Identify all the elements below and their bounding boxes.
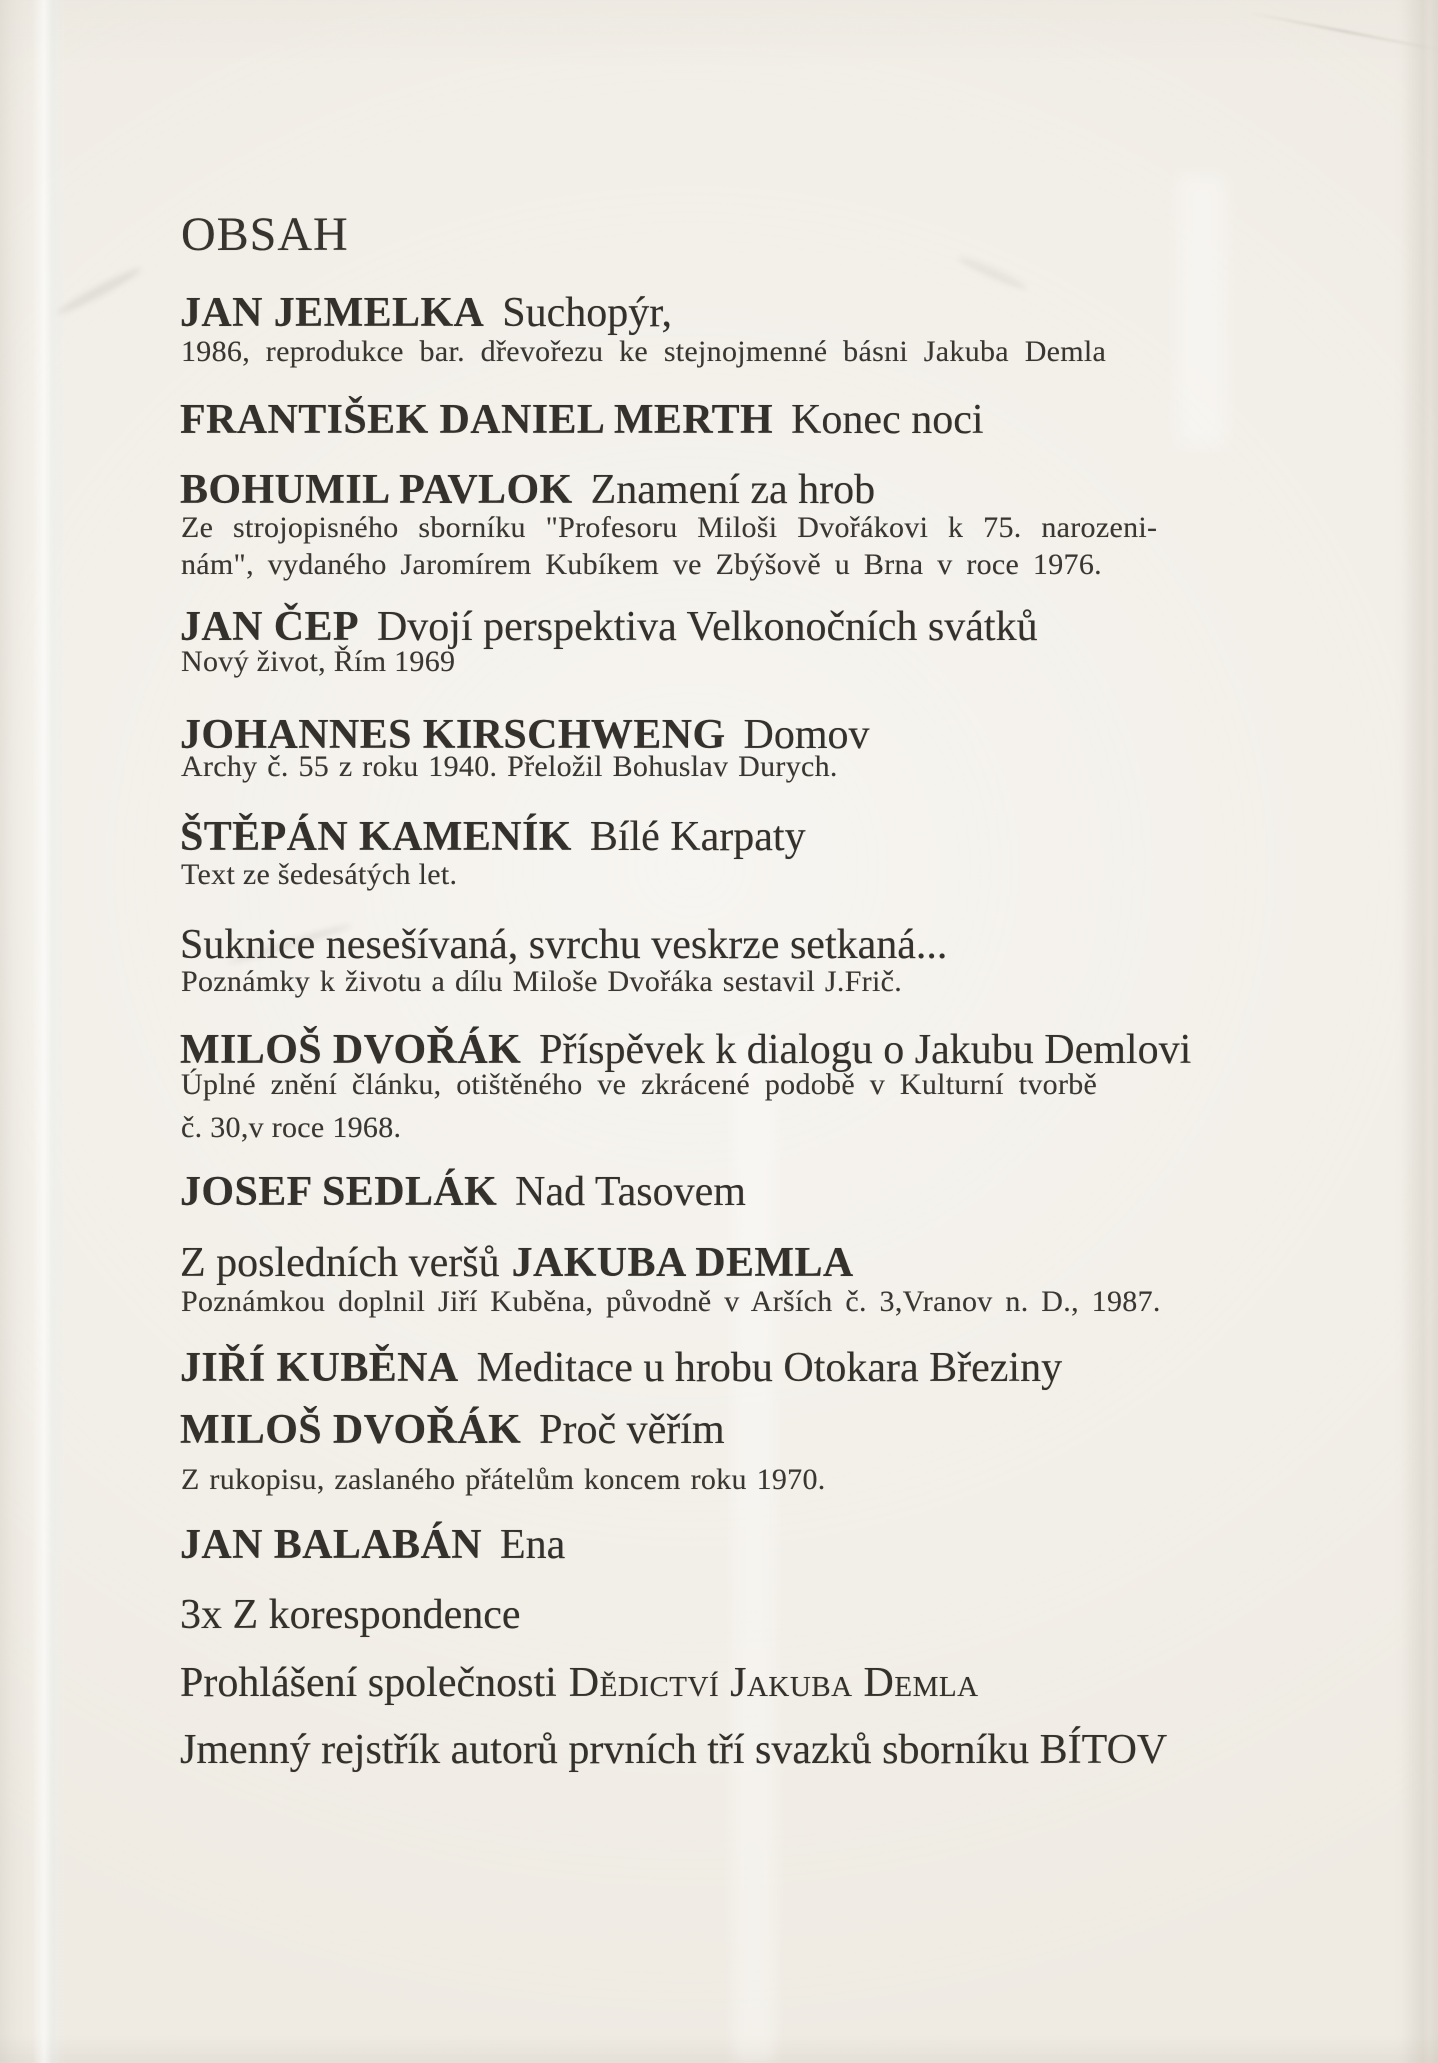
work-title: 3x Z korespondence	[180, 1592, 521, 1638]
author-name: JAN BALABÁN	[180, 1522, 482, 1568]
author-name: MILOŠ DVOŘÁK	[180, 1027, 522, 1073]
work-title: Ena	[499, 1522, 566, 1568]
author-name: MILOŠ DVOŘÁK	[180, 1407, 522, 1453]
toc-note: č. 30,v roce 1968.	[181, 1111, 402, 1144]
work-title: Domov	[743, 712, 870, 758]
work-title: Konec noci	[791, 397, 984, 443]
scan-crease	[1247, 11, 1438, 52]
entry-prefix: Prohlášení společnosti	[180, 1660, 557, 1706]
page-title: OBSAH	[181, 208, 349, 261]
scan-smudge	[55, 264, 144, 317]
author-name: JOSEF SEDLÁK	[180, 1169, 498, 1215]
toc-entry-kamenik	[180, 816, 806, 858]
work-title: Jmenný rejstřík autorů prvních tří svazků sborníku BÍTOV	[180, 1727, 1168, 1773]
toc-note: Text ze šedesátých let.	[181, 858, 458, 891]
society-name: Dědictví Jakuba Demla	[568, 1660, 979, 1706]
toc-entry-kubena	[180, 1347, 1062, 1389]
toc-entry-sedlak	[180, 1171, 746, 1213]
toc-entry-pavlok	[180, 469, 875, 511]
work-title: Meditace u hrobu Otokara Březiny	[476, 1345, 1063, 1391]
author-name: JOHANNES KIRSCHWENG	[180, 712, 726, 758]
toc-entry-merth	[180, 399, 984, 441]
author-name: JAN JEMELKA	[180, 290, 485, 336]
toc-entry-dvorak-dialog	[180, 1029, 1191, 1071]
work-title: Suknice nesešívaná, svrchu veskrze setkaná...	[180, 922, 948, 968]
author-name: JIŘÍ KUBĚNA	[180, 1345, 459, 1391]
work-title: Suchopýr,	[502, 290, 673, 336]
toc-entry-rejstrik	[180, 1729, 1167, 1771]
toc-note: Z rukopisu, zaslaného přátelům koncem roku 1970.	[181, 1463, 826, 1496]
work-title: Dvojí perspektiva Velkonočních svátků	[376, 604, 1038, 650]
work-title: Proč věřím	[539, 1407, 725, 1453]
work-title: Nad Tasovem	[515, 1169, 746, 1215]
toc-note: Nový život, Řím 1969	[181, 645, 456, 678]
scan-smudge	[956, 253, 1029, 293]
toc-entry-dvorak-proc	[180, 1409, 725, 1451]
toc-entry-balaban	[180, 1524, 565, 1566]
work-title: Bílé Karpaty	[589, 814, 806, 860]
author-name: JAKUBA DEMLA	[511, 1240, 854, 1286]
work-title: Znamení za hrob	[590, 467, 876, 513]
toc-entry-jemelka	[180, 292, 672, 334]
toc-note: Ze strojopisného sborníku "Profesoru Miloši Dvořákovi k 75. narozeni-	[181, 511, 1158, 544]
scan-light-band	[1178, 175, 1226, 445]
toc-note: 1986, reprodukce bar. dřevořezu ke stejnojmenné básni Jakuba Demla	[181, 335, 1107, 368]
toc-note: Poznámkou doplnil Jiří Kuběna, původně v Arších č. 3,Vranov n. D., 1987.	[181, 1285, 1161, 1318]
toc-note: Úplné znění článku, otištěného ve zkrácené podobě v Kulturní tvorbě	[181, 1068, 1098, 1101]
author-name: FRANTIŠEK DANIEL MERTH	[180, 397, 774, 443]
toc-entry-suknice	[180, 924, 947, 966]
toc-entry-korespondence	[180, 1594, 521, 1636]
toc-note: nám", vydaného Jaromírem Kubíkem ve Zbýšově u Brna v roce 1976.	[181, 548, 1102, 581]
author-name: JAN ČEP	[180, 604, 359, 650]
toc-entry-prohlaseni	[180, 1662, 979, 1704]
entry-prefix: Z posledních veršů	[180, 1240, 500, 1286]
toc-entry-demla-verse	[180, 1242, 854, 1284]
toc-note: Archy č. 55 z roku 1940. Přeložil Bohuslav Durych.	[181, 750, 838, 783]
author-name: BOHUMIL PAVLOK	[180, 467, 573, 513]
author-name: ŠTĚPÁN KAMENÍK	[180, 814, 572, 860]
toc-entry-cep	[180, 606, 1038, 648]
toc-note: Poznámky k životu a dílu Miloše Dvořáka sestavil J.Frič.	[181, 965, 903, 998]
work-title: Příspěvek k dialogu o Jakubu Demlovi	[539, 1027, 1192, 1073]
